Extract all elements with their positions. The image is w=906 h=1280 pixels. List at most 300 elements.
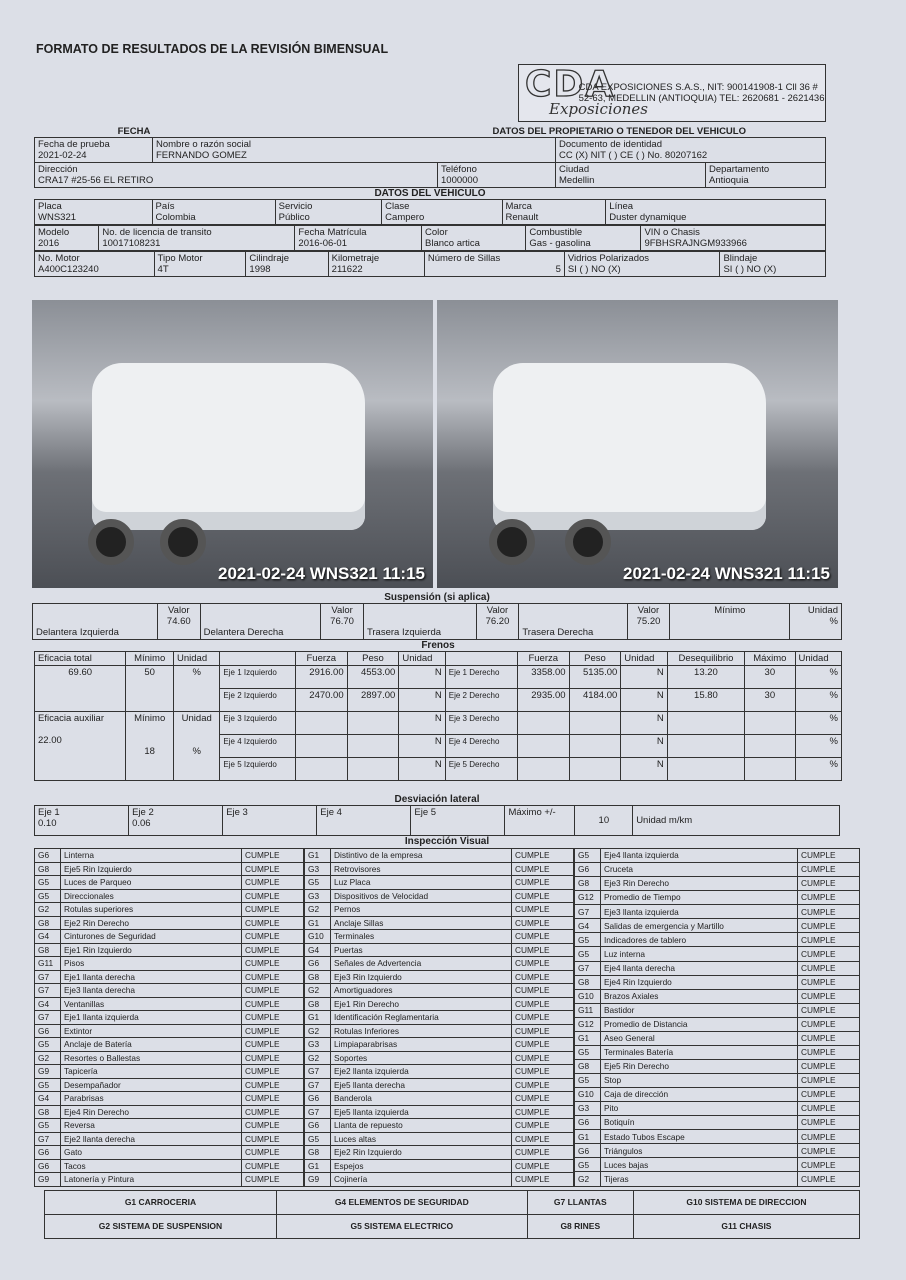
group-code: G5 [308, 1133, 320, 1144]
owner-address: CRA17 #25-56 EL RETIRO [38, 175, 154, 186]
group-code: G5 [578, 934, 590, 945]
group-code: G6 [38, 1147, 50, 1157]
tinted-windows: SI ( ) NO (X) [567, 264, 621, 275]
unit: % [829, 690, 838, 701]
model: 2016 [38, 238, 60, 249]
inspection-item: Eje3 Rin Izquierdo [334, 971, 402, 982]
inspection-result: CUMPLE [515, 1133, 550, 1144]
group-code: G2 [308, 1052, 320, 1063]
inspection-row [35, 1011, 304, 1025]
inspection-result: CUMPLE [515, 944, 550, 955]
inspection-row [35, 1092, 304, 1106]
fecha-heading: FECHA [117, 126, 151, 137]
aux-efficacy-min: 18 [144, 746, 155, 757]
engine-type: 4T [157, 264, 169, 275]
group-code: G5 [578, 1075, 590, 1086]
inspection-row [305, 849, 574, 863]
left-force: 2916.00 [309, 667, 344, 678]
front-left-value: 74.60 [166, 616, 191, 627]
inspection-item: Indicadores de tablero [604, 934, 687, 945]
brakes-table [34, 651, 842, 781]
unit: N [434, 667, 442, 678]
group-code: G6 [578, 1117, 590, 1128]
owner-phone: 1000000 [441, 175, 478, 186]
inspection-item: Dispositivos de Velocidad [334, 890, 429, 901]
inspection-item: Puertas [334, 944, 363, 955]
label: Peso [362, 653, 384, 664]
inspection-result: CUMPLE [515, 1079, 550, 1090]
inspection-item: Rotulas Inferiores [334, 1025, 400, 1036]
label: Fuerza [306, 653, 337, 664]
right-weight: 4184.00 [582, 690, 618, 701]
label: Desequilibrio [678, 653, 734, 664]
inspection-row [575, 877, 860, 891]
unit: N [434, 759, 442, 770]
inspection-result: CUMPLE [515, 998, 550, 1009]
inspection-heading: Inspección Visual [404, 836, 490, 847]
inspection-item: Salidas de emergencia y Martillo [604, 920, 724, 931]
group-code: G7 [308, 1106, 320, 1117]
inspection-column [574, 848, 860, 1187]
right-axle-label: Eje 1 Derecho [448, 668, 500, 677]
inspection-row [35, 957, 304, 971]
inspection-row [35, 1173, 304, 1187]
inspection-item: Eje4 Rin Izquierdo [604, 976, 672, 987]
mileage: 211622 [331, 264, 363, 275]
brakes-section [34, 640, 842, 781]
label: Fecha de prueba [38, 139, 110, 150]
group-code: G11 [578, 1004, 594, 1015]
group-code: G4 [38, 931, 50, 941]
inspection-item: Gato [64, 1147, 82, 1157]
inspection-item: Eje5 llanta derecha [334, 1079, 406, 1090]
unit: % [829, 759, 838, 770]
group-code: G7 [38, 1012, 50, 1022]
inspection-item: Eje2 Rin Izquierdo [334, 1147, 402, 1157]
right-axle-label: Eje 2 Derecho [448, 691, 500, 700]
unit: N [656, 759, 664, 770]
group-code: G7 [308, 1079, 320, 1090]
brakes-heading: Frenos [421, 640, 455, 651]
armor: SI ( ) NO (X) [723, 264, 777, 275]
inspection-result: CUMPLE [245, 877, 280, 887]
total-efficacy-min: 50 [144, 667, 155, 678]
inspection-result: CUMPLE [515, 917, 550, 928]
label: Vidrios Polarizados [567, 253, 650, 264]
unit: % [829, 713, 838, 724]
group-code: G2 [308, 904, 320, 914]
group-code: G6 [578, 864, 590, 875]
inspection-row [305, 970, 574, 984]
legend-item: G4 ELEMENTOS DE SEGURIDAD [334, 1197, 469, 1207]
inspection-item: Eje4 llanta izquierda [604, 850, 679, 861]
inspection-row [575, 1059, 860, 1073]
inspection-result: CUMPLE [801, 1103, 836, 1114]
inspection-item: Señales de Advertencia [334, 958, 422, 968]
label: Teléfono [441, 164, 477, 175]
label: Modelo [38, 227, 70, 238]
legend-item: G8 RINES [560, 1221, 601, 1231]
inspection-row [305, 1132, 574, 1146]
label: Valor [331, 605, 353, 616]
group-code: G8 [308, 971, 320, 982]
imbalance: 13.20 [694, 667, 718, 678]
company-info: CDA EXPOSICIONES S.A.S., NIT: 900141908-1 Cll 36 # 52-63, MEDELLIN (ANTIOQUIA) TEL: 2620681 - 2621436 [578, 82, 825, 104]
label: Eje 5 [414, 807, 437, 818]
group-code: G6 [308, 958, 320, 968]
color: Blanco artica [425, 238, 480, 249]
group-code: G5 [38, 1079, 50, 1090]
inspection-row [575, 1116, 860, 1130]
group-code: G5 [578, 948, 590, 959]
right-weight: 5135.00 [582, 667, 618, 678]
left-axle-label: Eje 4 Izquierdo [223, 737, 277, 746]
label: Máximo [753, 653, 787, 664]
label: Unidad [402, 653, 433, 664]
photo-timestamp: 2021-02-24 WNS321 11:15 [623, 564, 830, 583]
label: Eje 2 [132, 807, 154, 818]
inspection-row [35, 862, 304, 876]
inspection-result: CUMPLE [515, 958, 550, 968]
inspection-row [575, 1031, 860, 1045]
label: Delantera Derecha [203, 627, 284, 638]
aux-efficacy: 22.00 [38, 735, 62, 746]
inspection-row [305, 957, 574, 971]
inspection-item: Caja de dirección [604, 1089, 669, 1100]
inspection-result: CUMPLE [245, 1079, 280, 1090]
group-code: G1 [578, 1033, 590, 1044]
inspection-result: CUMPLE [801, 906, 836, 917]
inspection-result: CUMPLE [245, 971, 280, 982]
label: Número de Sillas [427, 253, 501, 264]
inspection-item: Eje2 llanta izquierda [334, 1066, 409, 1076]
inspection-row [575, 947, 860, 961]
label: Mínimo [134, 653, 166, 664]
vehicle-table-3 [34, 251, 826, 277]
unit: N [434, 690, 442, 701]
inspection-row [305, 1024, 574, 1038]
service: Público [278, 212, 310, 223]
group-code: G4 [308, 944, 320, 955]
unit: N [656, 736, 664, 747]
inspection-row [305, 930, 574, 944]
inspection-result: CUMPLE [801, 1145, 836, 1156]
fuel: Gas - gasolina [529, 238, 591, 249]
unit: % [829, 667, 838, 678]
vehicle-photo-rear [437, 300, 838, 588]
label: Valor [486, 605, 509, 616]
inspection-result: CUMPLE [245, 1147, 280, 1157]
inspection-result: CUMPLE [801, 934, 836, 945]
inspection-row [35, 984, 304, 998]
group-code: G6 [38, 1160, 50, 1171]
inspection-result: CUMPLE [515, 1106, 550, 1117]
total-efficacy: 69.60 [68, 667, 93, 678]
vin: 9FBHSRAJNGM933966 [644, 238, 747, 249]
inspection-result: CUMPLE [515, 1120, 550, 1130]
inspection-item: Estado Tubos Escape [604, 1131, 685, 1142]
inspection-row [305, 1078, 574, 1092]
inspection-item: Bastidor [604, 1004, 635, 1015]
label: Fecha Matrícula [298, 227, 367, 238]
label: Mínimo [134, 713, 166, 724]
unit: % [192, 667, 201, 678]
lateral-deviation-section [34, 794, 840, 836]
inspection-result: CUMPLE [801, 1019, 836, 1030]
inspection-row [575, 1003, 860, 1017]
group-code: G10 [578, 990, 594, 1001]
suspension-heading: Suspensión (si aplica) [384, 592, 490, 603]
group-code: G8 [578, 976, 590, 987]
suspension-unit: % [829, 616, 838, 627]
label: Eje 4 [320, 807, 342, 818]
label: Valor [637, 605, 660, 616]
class: Campero [385, 212, 425, 223]
label: Unidad [624, 653, 655, 664]
inspection-result: CUMPLE [801, 1004, 836, 1015]
unit: N [434, 713, 442, 724]
inspection-row [305, 997, 574, 1011]
group-code: G10 [578, 1089, 594, 1100]
inspection-result: CUMPLE [801, 1159, 836, 1170]
axle2-deviation: 0.06 [132, 818, 151, 829]
legend-item: G2 SISTEMA DE SUSPENSION [98, 1221, 223, 1231]
group-code: G2 [308, 985, 320, 995]
label: Eficacia auxiliar [38, 713, 104, 724]
inspection-item: Distintivo de la empresa [334, 850, 423, 860]
inspection-item: Resortes o Ballestas [64, 1052, 141, 1063]
inspection-item: Eje3 llanta izquierda [604, 906, 679, 917]
visual-inspection-table [34, 848, 860, 1187]
inspection-row [35, 1105, 304, 1119]
inspection-item: Stop [604, 1075, 622, 1086]
inspection-result: CUMPLE [245, 904, 280, 914]
unit: % [829, 736, 838, 747]
inspection-row [35, 1038, 304, 1052]
label: Cilindraje [249, 253, 290, 264]
group-code: G6 [38, 1025, 50, 1036]
owner-department: Antioquia [709, 175, 749, 186]
group-code: G3 [578, 1103, 590, 1114]
inspection-row [305, 876, 574, 890]
inspection-item: Botiquín [604, 1117, 635, 1128]
inspection-result: CUMPLE [245, 944, 280, 955]
inspection-row [35, 943, 304, 957]
label: Trasera Derecha [522, 627, 594, 638]
inspection-row [35, 876, 304, 890]
inspection-row [35, 1024, 304, 1038]
owner-city: Medellin [559, 175, 595, 186]
inspection-result: CUMPLE [801, 1089, 836, 1100]
group-code: G1 [308, 1012, 320, 1022]
suspension-section [32, 592, 842, 640]
inspection-item: Luz interna [604, 948, 646, 959]
inspection-item: Retrovisores [334, 863, 381, 874]
left-axle-label: Eje 3 Izquierdo [223, 714, 277, 723]
vehicle-heading: DATOS DEL VEHICULO [374, 188, 486, 199]
inspection-row [35, 1078, 304, 1092]
label: Trasera Izquierda [366, 627, 442, 638]
inspection-result: CUMPLE [515, 985, 550, 995]
inspection-result: CUMPLE [245, 1160, 280, 1171]
inspection-result: CUMPLE [515, 1147, 550, 1157]
group-code: G8 [38, 917, 50, 928]
inspection-result: CUMPLE [245, 1066, 280, 1076]
group-code: G5 [578, 1047, 590, 1058]
inspection-row [35, 997, 304, 1011]
inspection-row [305, 1105, 574, 1119]
right-force: 2935.00 [531, 690, 566, 701]
inspection-item: Parabrisas [64, 1093, 104, 1103]
inspection-row [35, 1146, 304, 1160]
group-code: G8 [38, 944, 50, 955]
inspection-result: CUMPLE [245, 1133, 280, 1144]
label: Unidad [807, 605, 838, 616]
inspection-item: Tapicería [64, 1066, 98, 1076]
inspection-item: Eje5 Rin Izquierdo [64, 863, 132, 874]
group-code: G7 [578, 906, 590, 917]
left-force: 2470.00 [309, 690, 344, 701]
inspection-result: CUMPLE [801, 1131, 836, 1142]
inspection-row [575, 1045, 860, 1059]
group-code: G7 [38, 985, 50, 995]
inspection-item: Tijeras [604, 1173, 629, 1184]
label: Peso [584, 653, 606, 664]
inspection-result: CUMPLE [245, 1174, 280, 1184]
label: Clase [385, 201, 410, 212]
unit: % [192, 746, 201, 757]
inspection-item: Eje3 Rin Derecho [604, 878, 670, 889]
inspection-result: CUMPLE [801, 864, 836, 875]
inspection-row [305, 1146, 574, 1160]
group-code: G5 [578, 850, 590, 861]
label: Valor [168, 605, 190, 616]
inspection-item: Terminales [334, 931, 375, 941]
group-code: G5 [578, 1159, 590, 1170]
inspection-result: CUMPLE [515, 1025, 550, 1036]
rear-left-value: 76.20 [485, 616, 510, 627]
inspection-row [305, 1065, 574, 1079]
label: Tipo Motor [157, 253, 203, 264]
inspection-item: Soportes [334, 1052, 368, 1063]
group-code: G5 [38, 890, 50, 901]
inspection-result: CUMPLE [245, 1012, 280, 1022]
group-legend [44, 1190, 860, 1239]
inspection-row [575, 961, 860, 975]
inspection-row [305, 862, 574, 876]
inspection-row [305, 903, 574, 917]
vehicle-table-1 [34, 199, 826, 225]
inspection-row [575, 975, 860, 989]
label: Eje 1 [38, 807, 60, 818]
country: Colombia [155, 212, 196, 223]
inspection-item: Terminales Batería [604, 1047, 674, 1058]
label: Placa [38, 201, 62, 212]
group-code: G1 [578, 1131, 590, 1142]
inspection-item: Linterna [64, 850, 94, 860]
inspection-result: CUMPLE [245, 985, 280, 995]
company-logo-box [518, 64, 826, 122]
inspection-item: Cojinería [334, 1174, 368, 1184]
inspection-result: CUMPLE [801, 878, 836, 889]
label: Máximo +/- [508, 807, 556, 818]
inspection-row [575, 1130, 860, 1144]
label: No. de licencia de transito [102, 227, 212, 238]
inspection-item: Eje2 Rin Derecho [64, 917, 130, 928]
inspection-result: CUMPLE [801, 976, 836, 987]
inspection-item: Desempañador [64, 1079, 121, 1090]
right-axle-label: Eje 5 Derecho [448, 760, 500, 769]
group-code: G6 [38, 850, 50, 860]
inspection-item: Pernos [334, 904, 361, 914]
inspection-result: CUMPLE [245, 1039, 280, 1049]
inspection-result: CUMPLE [245, 863, 280, 874]
inspection-item: Llanta de repuesto [334, 1120, 403, 1130]
registration-date: 2016-06-01 [298, 238, 348, 249]
vehicle-photo-front [32, 300, 433, 588]
group-code: G2 [308, 1025, 320, 1036]
brand: Renault [505, 212, 539, 223]
label: Kilometraje [331, 253, 380, 264]
inspection-row [575, 863, 860, 877]
inspection-row [35, 1065, 304, 1079]
group-code: G4 [38, 998, 50, 1009]
label: Servicio [278, 201, 313, 212]
photo-timestamp: 2021-02-24 WNS321 11:15 [218, 564, 425, 583]
license: 10017108231 [102, 238, 161, 249]
inspection-result: CUMPLE [801, 990, 836, 1001]
inspection-item: Aseo General [604, 1033, 655, 1044]
label: Blindaje [723, 253, 758, 264]
group-code: G8 [308, 1147, 320, 1157]
deviation-unit: Unidad m/km [636, 815, 693, 826]
owner-document: CC (X) NIT ( ) CE ( ) No. 80207162 [559, 150, 708, 161]
inspection-row [305, 1173, 574, 1187]
inspection-item: Identificación Reglamentaria [334, 1012, 439, 1022]
inspection-row [305, 889, 574, 903]
inspection-item: Eje5 llanta izquierda [334, 1106, 409, 1117]
inspection-result: CUMPLE [515, 1039, 550, 1049]
inspection-row [575, 849, 860, 863]
inspection-result: CUMPLE [515, 1012, 550, 1022]
group-code: G6 [578, 1145, 590, 1156]
left-axle-label: Eje 5 Izquierdo [223, 760, 277, 769]
label: Unidad [798, 653, 829, 664]
legend-item: G1 CARROCERIA [124, 1197, 197, 1207]
group-code: G7 [38, 1133, 50, 1144]
group-code: G9 [38, 1066, 50, 1076]
label: Marca [505, 201, 532, 212]
group-code: G8 [38, 1106, 50, 1117]
inspection-result: CUMPLE [801, 920, 836, 931]
inspection-result: CUMPLE [515, 931, 550, 941]
displacement: 1998 [249, 264, 271, 275]
inspection-result: CUMPLE [245, 850, 280, 860]
plate: WNS321 [38, 212, 77, 223]
left-weight: 4553.00 [360, 667, 396, 678]
inspection-row [575, 1017, 860, 1031]
legend-item: G7 LLANTAS [553, 1197, 607, 1207]
group-code: G3 [308, 863, 320, 874]
inspection-column [34, 848, 304, 1187]
inspection-row [305, 916, 574, 930]
inspection-item: Pisos [64, 958, 85, 968]
inspection-row [575, 933, 860, 947]
inspection-item: Eje1 llanta derecha [64, 971, 136, 982]
inspection-result: CUMPLE [515, 877, 550, 887]
owner-section [34, 126, 826, 277]
imbalance: 15.80 [694, 690, 718, 701]
